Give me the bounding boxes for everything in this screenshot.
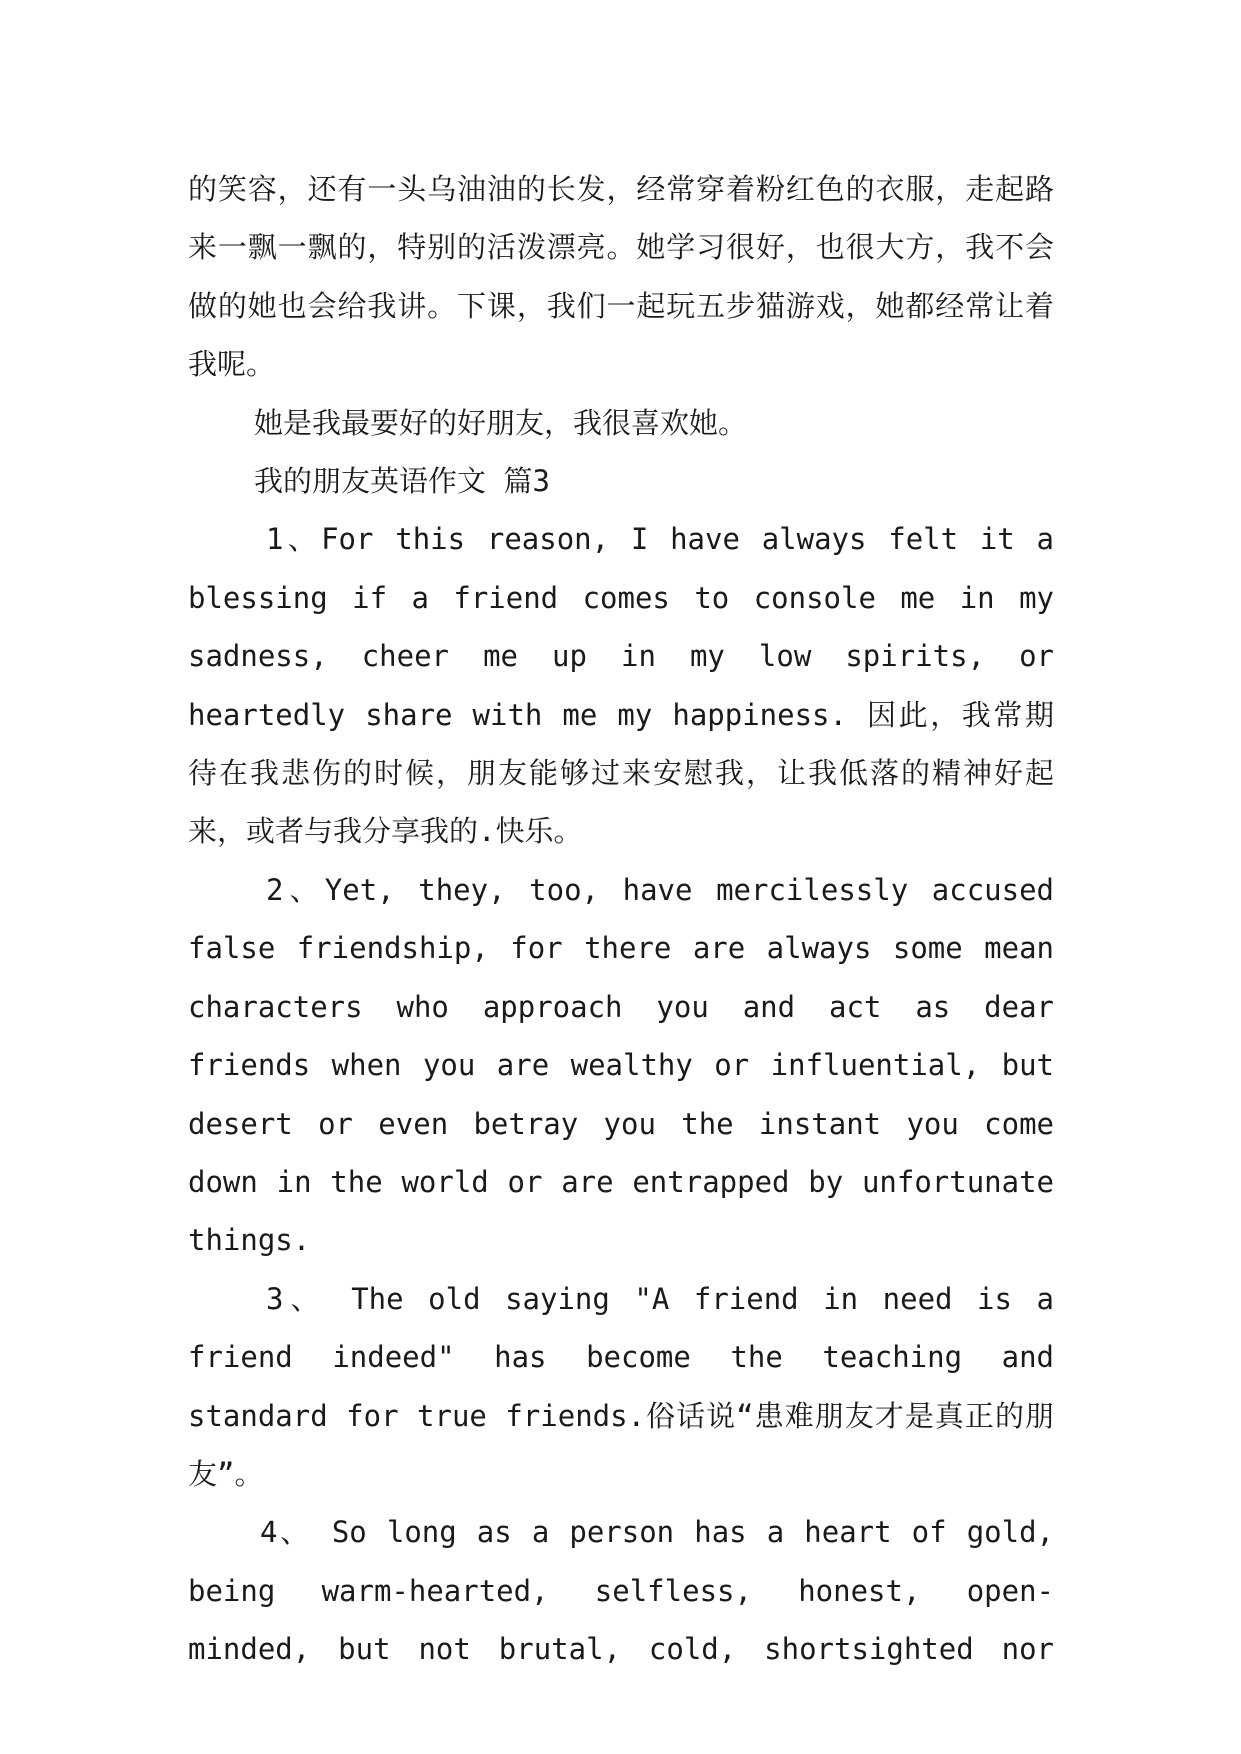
paragraph-friend-statement: 她是我最要好的好朋友，我很喜欢她。 bbox=[254, 405, 748, 440]
paragraph-continued: 的笑容，还有一头乌油油的长发，经常穿着粉红色的衣服，走起路来一飘一飘的，特别的活泼漂亮。她学习很好，也很大方，我不会做的她也会给我讲。下课，我们一起玩五步猫游戏，她都经常让着我呢。 bbox=[188, 172, 1054, 382]
paragraph-item-1: 1、For this reason, I have always felt it a blessing if a friend comes to console me in my sadness, cheer me up in my low spirits, or heartedly share with me my happiness. 因此，我常期待在我悲伤的时候，朋友能够过来安慰我，让我低落的精神好起来，或者与我分享我的.快乐。 bbox=[188, 522, 1054, 849]
paragraph-item-3: 3、 The old saying "A friend in need is a friend indeed" has become the teaching and standard for true friends.俗话说“患难朋友才是真正的朋友”。 bbox=[188, 1281, 1054, 1491]
section-heading: 我的朋友英语作文 篇3 bbox=[254, 464, 550, 499]
paragraph-item-2: 2、Yet, they, too, have mercilessly accused false friendship, for there are always some mean characters who approach you and act as dear friends when you are wealthy or influential, but desert or even betray you the instant you come down in the world or are entrapped by unfortunate things. bbox=[188, 872, 1054, 1258]
paragraph-item-4: 4、 So long as a person has a heart of gold, being warm-hearted, selfless, honest, open-minded, but not brutal, cold, shortsighted nor bbox=[188, 1515, 1054, 1667]
document-body bbox=[188, 160, 1054, 1679]
